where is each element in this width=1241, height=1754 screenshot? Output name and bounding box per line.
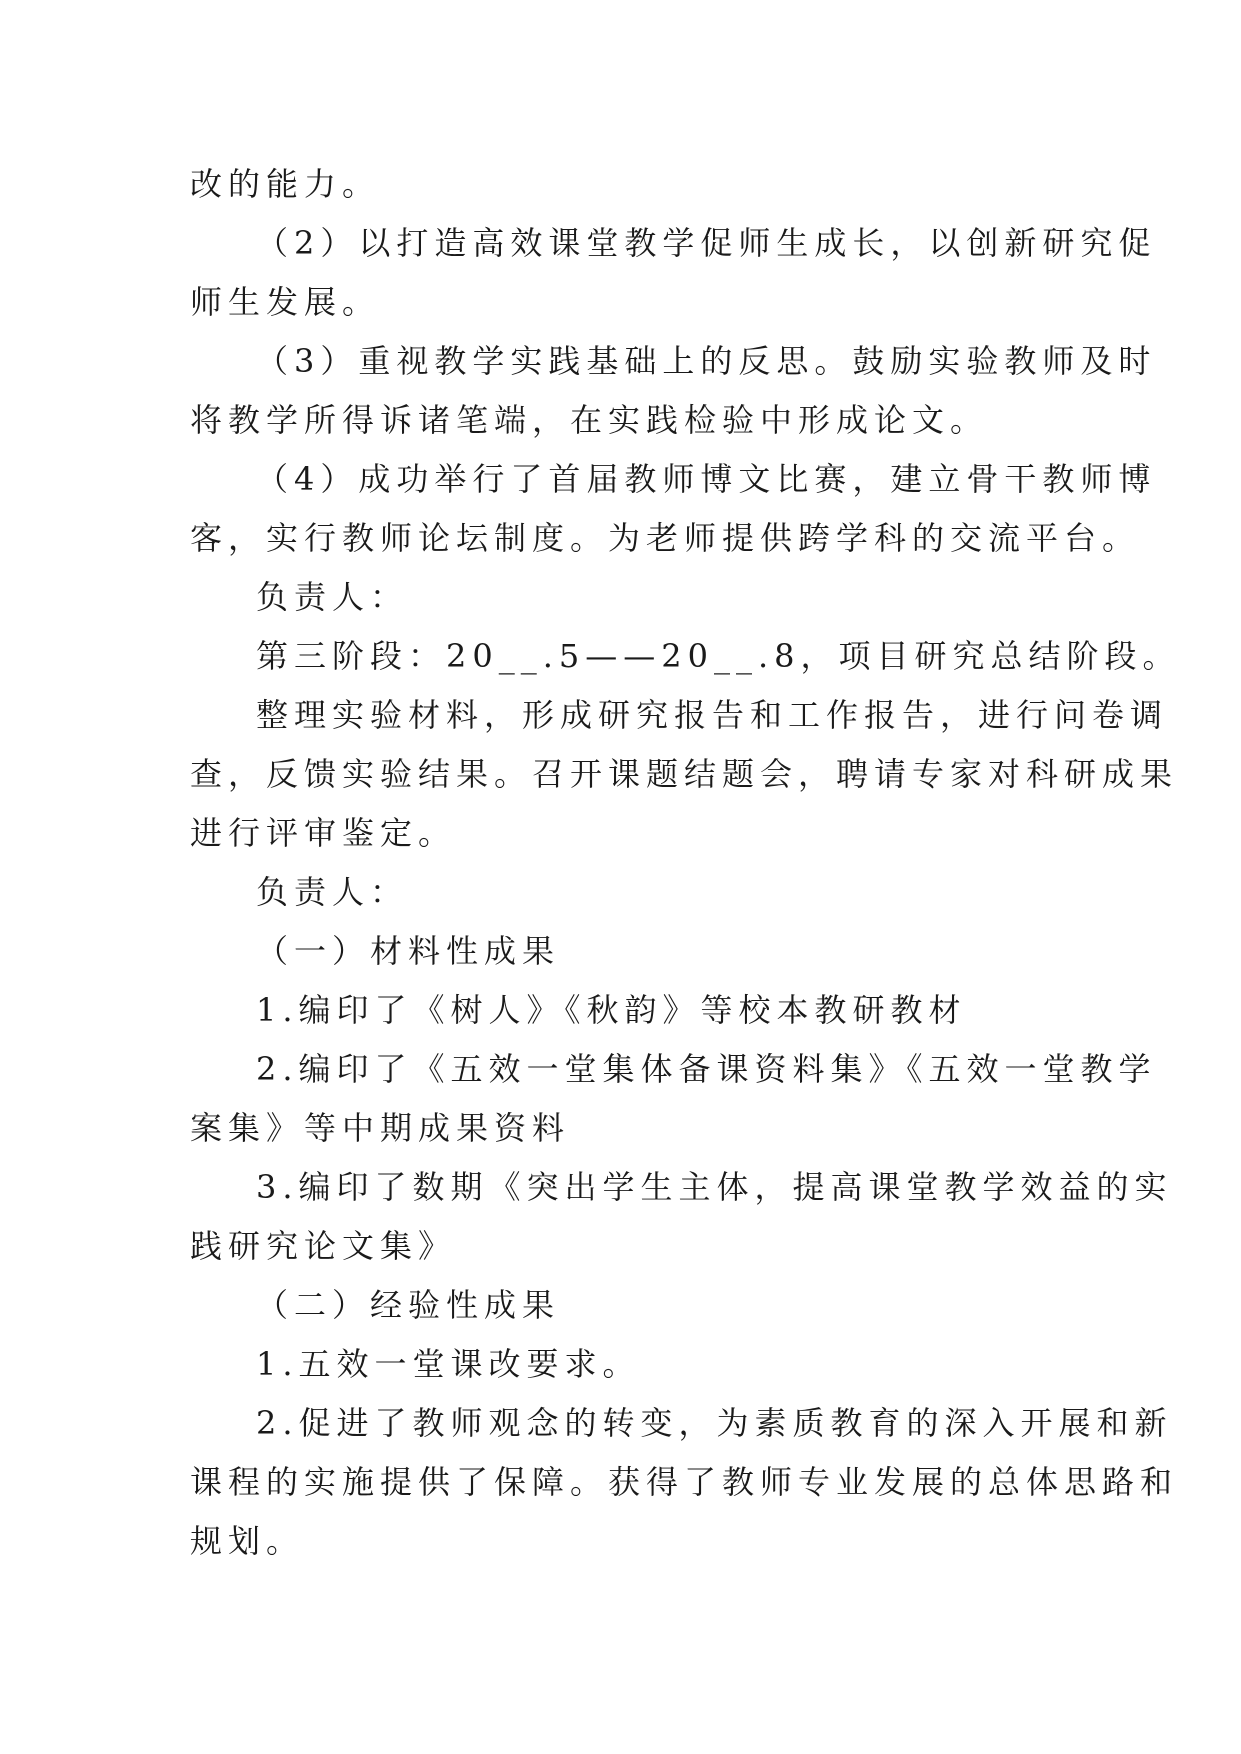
text-line: 课程的实施提供了保障。获得了教师专业发展的总体思路和: [190, 1463, 1179, 1501]
text-line: 3.编印了数期《突出学生主体，提高课堂教学效益的实: [256, 1168, 1173, 1206]
text-line: 负责人：: [256, 873, 409, 911]
text-line: 客，实行教师论坛制度。为老师提供跨学科的交流平台。: [190, 519, 1141, 557]
text-line: （4）成功举行了首届教师博文比赛，建立骨干教师博: [256, 460, 1157, 498]
text-line: 师生发展。: [190, 283, 381, 321]
document-body: [190, 155, 1181, 1571]
section-heading: （二）经验性成果: [256, 1286, 561, 1324]
section-heading: （一）材料性成果: [256, 932, 561, 970]
text-line: （2）以打造高效课堂教学促师生成长，以创新研究促: [256, 224, 1157, 262]
text-line: 2.促进了教师观念的转变，为素质教育的深入开展和新: [256, 1404, 1173, 1442]
text-line: 改的能力。: [190, 165, 381, 203]
text-line: 1.五效一堂课改要求。: [256, 1345, 641, 1383]
text-line: 将教学所得诉诸笔端，在实践检验中形成论文。: [190, 401, 989, 439]
text-line: 进行评审鉴定。: [190, 814, 457, 852]
text-line: 规划。: [190, 1522, 305, 1560]
text-line: 践研究论文集》: [190, 1227, 457, 1265]
text-line: 1.编印了《树人》《秋韵》等校本教研教材: [256, 991, 967, 1029]
text-line: 2.编印了《五效一堂集体备课资料集》《五效一堂教学: [256, 1050, 1157, 1088]
text-line: （3）重视教学实践基础上的反思。鼓励实验教师及时: [256, 342, 1157, 380]
text-line: 第三阶段：20__.5——20__.8，项目研究总结阶段。: [256, 637, 1181, 675]
text-line: 查，反馈实验结果。召开课题结题会，聘请专家对科研成果: [190, 755, 1179, 793]
text-line: 整理实验材料，形成研究报告和工作报告，进行问卷调: [256, 696, 1169, 734]
text-line: 案集》等中期成果资料: [190, 1109, 571, 1147]
text-line: 负责人：: [256, 578, 409, 616]
